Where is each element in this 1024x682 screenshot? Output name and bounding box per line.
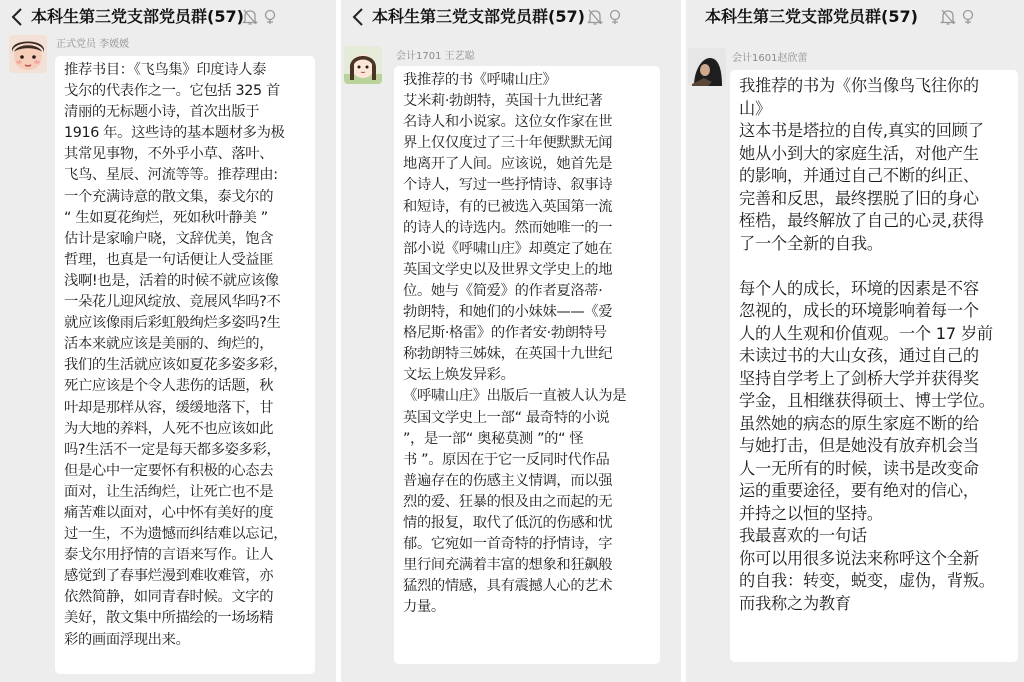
child-avatar-icon [9,35,47,73]
message-bubble[interactable]: 我推荐的书《呼啸山庄》 艾米莉·勃朗特，英国十九世纪著 名诗人和小说家。这位女作家在世 界上仅仅度过了三十年便默默无闻 地离开了人间。应该说，她首先是 个诗人，写过一些抒情诗、叙事诗 和短诗，有的已被选入英国第一流 的诗人的诗选内。然而她唯一的一 部小说《呼啸山庄》却奠定了她在 英国文学史以及世界文学史上的地 位。她与《简爱》的作者夏洛蒂· 勃朗特，和她们的小妹妹——《爱 格尼斯·格雷》的作者安·勃朗特号 称勃朗特三姊妹，在英国十九世纪 文坛上焕发异彩。 《呼啸山庄》出版后一直被人认为是 英国文学史上一部“ 最奇特的小说 ”，是一部“ 奥秘莫测 ”的“ 怪 书 ”。原因在于它一反同时代作品 普遍存在的伤感主义情调，而以强 烈的爱、狂暴的恨及由之而起的无 情的报复，取代了低沉的伤感和忧 郁。它宛如一首奇特的抒情诗，字 里行间充满着丰富的想象和狂飙般 猛烈的情感，具有震撼人心的艺术 力量。 [394,66,660,664]
message-bubble[interactable]: 推荐书目：《飞鸟集》印度诗人泰 戈尔的代表作之一。它包括 325 首 清丽的无标题小诗，首次出版于 1916 年。这些诗的基本题材多为极 其常见事物，不外乎小草、落叶、 飞鸟、星辰、河流等等。推荐理由: 一个充满诗意的散文集，泰戈尔的 “ 生如夏花绚烂，死如秋叶静美 ” 估计是家喻户晓，文辞优美，饱含 哲理，也真是一句话便让人受益匪 浅啊!也是，活着的时候不就应该像 一朵花儿迎风绽放、竞展风华吗?不 就应该像雨后彩虹般绚烂多姿吗?生 活本来就应该是美丽的、绚烂的， 我们的生活就应该如夏花多姿多彩， 死亡应该是个令人悲伤的话题，秋 叶却是那样从容，缓缓地落下，甘 为大地的养料，人死不也应该如此 吗?生活不一定是每天都多姿多彩， 但是心中一定要怀有积极的心态去 面对，让生活绚烂，让死亡也不是 痛苦难以面对，心中怀有美好的度 过一生，不为遗憾而纠结难以忘记， 泰戈尔用抒情的言语来写作。让人 感觉到了春事烂漫到难收难管，亦 依然简静，如同青春时候。文字的 美好，散文集中所描绘的一场场精 彩的画面浮现出来。 [55,56,315,674]
sender-name: 正式党员 李媛媛 [56,39,130,50]
sender-name: 会计1601赵欣蕾 [732,53,808,64]
sender-name: 会计1701 王艺聪 [396,51,475,62]
chat-header [341,0,681,36]
notification-off-icon [607,8,623,26]
chat-title: 本科生第三党支部党员群(57) [31,7,244,26]
back-arrow-icon[interactable] [8,5,28,29]
chat-title: 本科生第三党支部党员群(57) [372,7,585,26]
avatar[interactable] [9,35,47,73]
dark-figure-avatar-icon [688,48,726,86]
mute-bell-icon [940,8,956,26]
notification-off-icon [262,8,278,26]
message-bubble[interactable]: 我推荐的书为《你当像鸟飞往你的 山》 这本书是塔拉的自传,真实的回顾了 她从小到大的家庭生活，对他产生 的影响，并通过自己不断的纠正、 完善和反思，最终摆脱了旧的身心 桎梏，最终解放了自己的心灵,获得 了一个全新的自我。 每个人的成长，环境的因素是不容 忽视的，成长的环境影响着每一个 人的人生观和价值观。一个 17 岁前 未读过书的大山女孩，通过自己的 坚持自学考上了剑桥大学并获得奖 学金，且相继获得硕士、博士学位。 虽然她的病态的原生家庭不断的给 与她打击，但是她没有放弃机会当 人一无所有的时候，读书是改变命 运的重要途径，要有绝对的信心， 并持之以恒的坚持。 我最喜欢的一句话 你可以用很多说法来称呼这个全新 的自我：转变，蜕变，虚伪，背叛。 而我称之为教育 [730,70,1018,662]
anime-girl-avatar-icon [344,46,382,84]
mute-bell-icon [587,8,603,26]
back-arrow-icon[interactable] [349,5,369,29]
avatar[interactable] [688,48,726,86]
avatar[interactable] [344,46,382,84]
chat-panel-3 [686,0,1024,682]
chat-title: 本科生第三党支部党员群(57) [705,7,918,26]
chat-header [686,0,1024,36]
chat-panel-1 [0,0,336,682]
mute-bell-icon [242,8,258,26]
notification-off-icon [960,8,976,26]
chat-header [0,0,336,36]
chat-panel-2 [341,0,681,682]
